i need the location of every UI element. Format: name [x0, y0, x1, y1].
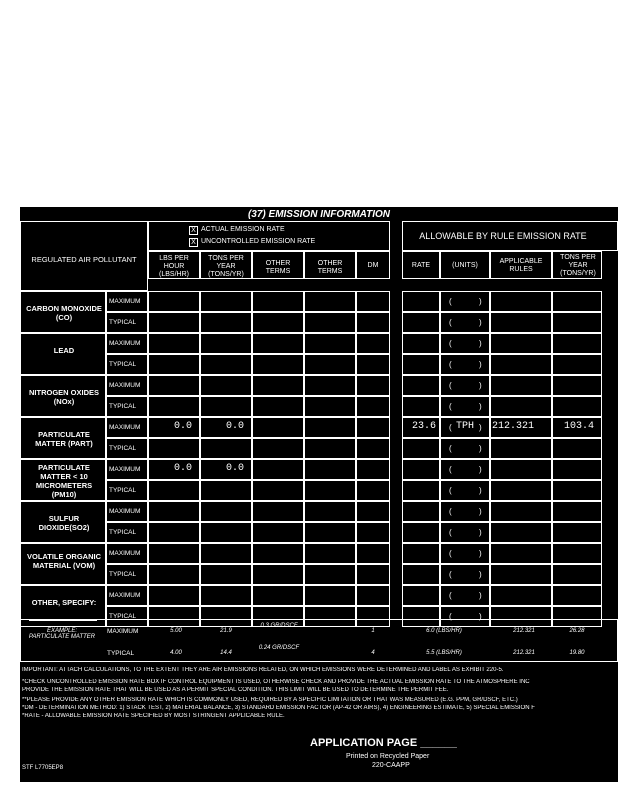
pm10-max-lbs: 0.0: [174, 463, 193, 474]
data-cell[interactable]: [304, 417, 356, 438]
data-cell[interactable]: [356, 585, 390, 606]
rate-header-cell: [402, 251, 440, 279]
data-cell[interactable]: [402, 375, 440, 396]
pollutant-header-cell: [20, 221, 148, 291]
data-cell[interactable]: [552, 564, 602, 585]
recycled-paper: Printed on Recycled Paper: [346, 753, 430, 760]
pollutant-header: REGULATED AIR POLLUTANT: [31, 255, 137, 264]
data-cell[interactable]: [356, 375, 390, 396]
pollutant-name: VOLATILE ORGANIC MATERIAL (VOM): [26, 552, 102, 570]
data-cell[interactable]: [440, 501, 490, 522]
data-cell[interactable]: [200, 396, 252, 417]
row-type-label: MAXIMUM: [109, 382, 141, 389]
data-cell[interactable]: [490, 354, 552, 375]
data-cell[interactable]: [148, 291, 200, 312]
data-cell[interactable]: [402, 396, 440, 417]
data-cell[interactable]: [356, 333, 390, 354]
pollutant-name-cell: [20, 333, 106, 375]
data-cell[interactable]: [356, 480, 390, 501]
example-max-label: MAXIMUM: [107, 628, 139, 635]
row-type-cell: [106, 312, 148, 333]
data-cell[interactable]: [200, 564, 252, 585]
data-cell[interactable]: [252, 438, 304, 459]
uncontrolled-rate-label: UNCONTROLLED EMISSION RATE: [201, 238, 316, 245]
data-cell[interactable]: [440, 543, 490, 564]
units-close-paren: ): [479, 528, 482, 537]
actual-rate-checkbox[interactable]: X: [189, 226, 198, 235]
units-open-paren: (: [449, 612, 452, 621]
data-cell[interactable]: [304, 522, 356, 543]
data-cell[interactable]: [148, 333, 200, 354]
data-cell[interactable]: [402, 333, 440, 354]
data-cell[interactable]: [356, 312, 390, 333]
pollutant-name-cell: [20, 501, 106, 543]
pollutant-name: OTHER, SPECIFY:: [31, 598, 97, 607]
data-cell[interactable]: [200, 438, 252, 459]
row-type-label: TYPICAL: [109, 403, 137, 410]
data-cell[interactable]: [252, 543, 304, 564]
note-provide: PROVIDE THE EMISSION RATE THAT WILL BE USED AS A PERMIT SPECIAL CONDITION. THIS LIMIT WILL BE USED TO DETERMINE THE PERMIT FEE.: [22, 687, 449, 693]
units-close-paren: ): [479, 549, 482, 558]
data-cell[interactable]: [552, 543, 602, 564]
note-other-rate: **PLEASE PROVIDE ANY OTHER EMISSION RATE WHICH IS COMMONLY USED, REQUIRED BY A SPECIFIC LIMITATION OR THAT WAS MEASURED (E.G. PPM, GR/DSCF, ETC.): [22, 697, 518, 703]
units-open-paren: (: [449, 360, 452, 369]
data-cell[interactable]: [148, 312, 200, 333]
data-cell[interactable]: [440, 522, 490, 543]
data-cell[interactable]: [402, 354, 440, 375]
data-cell[interactable]: [252, 375, 304, 396]
data-cell[interactable]: [304, 438, 356, 459]
units-open-paren: (: [449, 318, 452, 327]
data-cell[interactable]: [148, 480, 200, 501]
units-close-paren: ): [479, 486, 482, 495]
data-cell[interactable]: [148, 564, 200, 585]
form-number: 220-CAAPP: [372, 762, 410, 769]
data-cell[interactable]: [200, 522, 252, 543]
rules-header-cell: [490, 251, 552, 279]
uncontrolled-rate-checkbox[interactable]: X: [189, 238, 198, 247]
row-type-cell: [106, 354, 148, 375]
data-cell[interactable]: [356, 291, 390, 312]
data-cell[interactable]: [304, 543, 356, 564]
dm-header-cell: [356, 251, 390, 279]
rate-header: RATE: [411, 262, 431, 269]
example-block: [20, 619, 618, 662]
part-max-tons-yr: 103.4: [564, 421, 595, 432]
data-cell[interactable]: [440, 480, 490, 501]
row-type-cell: [106, 396, 148, 417]
data-cell[interactable]: [252, 480, 304, 501]
units-open-paren: (: [449, 528, 452, 537]
units-header: (UNITS): [452, 262, 478, 269]
row-type-label: TYPICAL: [109, 319, 137, 326]
example-label: EXAMPLE: PARTICULATE MATTER: [28, 628, 96, 640]
data-cell[interactable]: [148, 396, 200, 417]
data-cell[interactable]: [490, 312, 552, 333]
tons-yr-header: TONS PER YEAR (TONS/YR): [208, 255, 244, 278]
data-cell[interactable]: [490, 501, 552, 522]
pollutant-name-cell: [20, 543, 106, 585]
row-type-cell: [106, 564, 148, 585]
data-cell[interactable]: [490, 543, 552, 564]
units-close-paren: ): [479, 297, 482, 306]
units-close-paren: ): [479, 381, 482, 390]
data-cell[interactable]: [440, 459, 490, 480]
data-cell[interactable]: [304, 354, 356, 375]
data-cell[interactable]: [490, 375, 552, 396]
pollutant-name-cell: [20, 459, 106, 501]
pollutant-name: PARTICULATE MATTER (PART): [35, 430, 93, 448]
data-cell[interactable]: [490, 522, 552, 543]
part-max-units: TPH: [456, 421, 475, 432]
row-type-cell: [106, 522, 148, 543]
data-cell[interactable]: [356, 459, 390, 480]
data-cell[interactable]: [490, 459, 552, 480]
units-open-paren: (: [449, 381, 452, 390]
data-cell[interactable]: [490, 438, 552, 459]
data-cell[interactable]: [402, 312, 440, 333]
units-open-paren: (: [449, 549, 452, 558]
pollutant-name: CARBON MONOXIDE (CO): [26, 304, 102, 322]
row-type-label: MAXIMUM: [109, 340, 141, 347]
units-close-paren: ): [479, 339, 482, 348]
data-cell[interactable]: [440, 438, 490, 459]
units-close-paren: ): [479, 360, 482, 369]
units-open-paren: (: [449, 465, 452, 474]
data-cell[interactable]: [552, 291, 602, 312]
pollutant-name: NITROGEN OXIDES (NOx): [28, 388, 99, 406]
example-typ-tons: 14.4: [220, 650, 232, 656]
data-cell[interactable]: [252, 333, 304, 354]
units-open-paren: (: [449, 507, 452, 516]
other1-header: OTHER TERMS: [265, 260, 291, 275]
data-cell[interactable]: [304, 333, 356, 354]
data-cell[interactable]: [552, 438, 602, 459]
data-cell[interactable]: [490, 396, 552, 417]
data-cell[interactable]: [200, 543, 252, 564]
checkbox-cell: [148, 221, 390, 251]
data-cell[interactable]: [552, 354, 602, 375]
units-close-paren: ): [479, 612, 482, 621]
other1-header-cell: [252, 251, 304, 279]
lbs-hr-header: LBS PER HOUR (LBS/HR): [159, 255, 189, 278]
pollutant-name: LEAD: [53, 346, 75, 355]
data-cell[interactable]: [252, 501, 304, 522]
data-cell[interactable]: [148, 354, 200, 375]
units-close-paren: ): [479, 507, 482, 516]
row-type-cell: [106, 291, 148, 312]
part-max-tons: 0.0: [226, 421, 245, 432]
emission-form: [20, 207, 618, 782]
row-type-cell: [106, 501, 148, 522]
units-open-paren: (: [449, 444, 452, 453]
data-cell[interactable]: [252, 291, 304, 312]
pollutant-name: SULFUR DIOXIDE(SO2): [38, 514, 90, 532]
units-open-paren: (: [449, 339, 452, 348]
note-check: *CHECK UNCONTROLLED EMISSION RATE BOX IF CONTROL EQUIPMENT IS USED, OTHERWISE CHECK AND PROVIDE THE ACTUAL EMISSION RATE TO THE ATMOSPHERE INC: [22, 679, 530, 685]
data-cell[interactable]: [552, 396, 602, 417]
data-cell[interactable]: [148, 585, 200, 606]
row-type-cell: [106, 585, 148, 606]
data-cell[interactable]: [552, 312, 602, 333]
example-typ-other: 0.24 GR/DSCF: [258, 645, 300, 651]
section-title: (37) EMISSION INFORMATION: [247, 209, 391, 220]
units-close-paren: ): [479, 591, 482, 600]
data-cell[interactable]: [356, 501, 390, 522]
data-cell[interactable]: [252, 396, 304, 417]
data-cell[interactable]: [490, 564, 552, 585]
data-cell[interactable]: [402, 480, 440, 501]
row-type-cell: [106, 480, 148, 501]
data-cell[interactable]: [148, 501, 200, 522]
units-close-paren: ): [479, 402, 482, 411]
row-type-label: TYPICAL: [109, 487, 137, 494]
data-cell[interactable]: [304, 375, 356, 396]
form-code: STF L7705EP8: [22, 765, 64, 771]
tons-per-year-header-cell: [552, 251, 602, 279]
data-cell[interactable]: [356, 522, 390, 543]
units-header-cell: [440, 251, 490, 279]
example-typ-tons-yr: 19.80: [569, 650, 585, 656]
pollutant-name-cell: [20, 291, 106, 333]
example-max-tons-yr: 26.28: [569, 628, 585, 634]
data-cell[interactable]: [490, 333, 552, 354]
data-cell[interactable]: [440, 396, 490, 417]
data-cell[interactable]: [200, 375, 252, 396]
row-type-label: TYPICAL: [109, 445, 137, 452]
data-cell[interactable]: [356, 438, 390, 459]
data-cell[interactable]: [200, 333, 252, 354]
data-cell[interactable]: [402, 291, 440, 312]
example-max-rate: 6.0 (LBS/HR): [426, 628, 462, 634]
units-close-paren: ): [479, 570, 482, 579]
data-cell[interactable]: [402, 438, 440, 459]
data-cell[interactable]: [490, 585, 552, 606]
row-type-label: MAXIMUM: [109, 550, 141, 557]
row-type-cell: [106, 543, 148, 564]
data-cell[interactable]: [402, 543, 440, 564]
data-cell[interactable]: [440, 375, 490, 396]
pollutant-name-cell: [20, 375, 106, 417]
units-open-paren: (: [449, 423, 452, 432]
data-cell[interactable]: [200, 291, 252, 312]
pollutant-name: PARTICULATE MATTER < 10 MICROMETERS (PM10): [35, 463, 93, 499]
example-max-rule: 212.321: [513, 628, 535, 634]
data-cell[interactable]: [440, 312, 490, 333]
data-cell[interactable]: [200, 480, 252, 501]
data-cell[interactable]: [200, 312, 252, 333]
data-cell[interactable]: [148, 438, 200, 459]
data-cell[interactable]: [304, 459, 356, 480]
data-cell[interactable]: [304, 396, 356, 417]
units-close-paren: ): [479, 318, 482, 327]
row-type-cell: [106, 417, 148, 438]
example-typ-lbs: 4.00: [170, 650, 182, 656]
row-type-label: MAXIMUM: [109, 466, 141, 473]
data-cell[interactable]: [552, 459, 602, 480]
data-cell[interactable]: [552, 501, 602, 522]
units-open-paren: (: [449, 402, 452, 411]
dm-header: DM: [367, 262, 379, 269]
part-max-rate: 23.6: [412, 421, 437, 432]
row-type-label: TYPICAL: [109, 613, 137, 620]
data-cell[interactable]: [252, 312, 304, 333]
rules-header: APPLICABLE RULES: [499, 258, 543, 273]
data-cell[interactable]: [402, 459, 440, 480]
data-cell[interactable]: [304, 501, 356, 522]
data-cell[interactable]: [356, 564, 390, 585]
example-max-dm: 1: [371, 628, 375, 634]
data-cell[interactable]: [200, 354, 252, 375]
data-cell[interactable]: [440, 585, 490, 606]
row-type-cell: [106, 459, 148, 480]
row-type-label: TYPICAL: [109, 529, 137, 536]
data-cell[interactable]: [552, 522, 602, 543]
data-cell[interactable]: [356, 354, 390, 375]
row-type-cell: [106, 438, 148, 459]
example-typ-rate: 5.5 (LBS/HR): [426, 650, 462, 656]
data-cell[interactable]: [304, 480, 356, 501]
units-open-paren: (: [449, 486, 452, 495]
row-type-cell: [106, 375, 148, 396]
application-page: APPLICATION PAGE ______: [310, 737, 457, 749]
data-cell[interactable]: [356, 417, 390, 438]
other2-header-cell: [304, 251, 356, 279]
data-cell[interactable]: [552, 375, 602, 396]
data-cell[interactable]: [148, 522, 200, 543]
tons-per-year-header: TONS PER YEAR (TONS/YR): [560, 254, 596, 277]
data-cell[interactable]: [304, 312, 356, 333]
note-rate: *RATE - ALLOWABLE EMISSION RATE SPECIFIED BY MOST STRINGENT APPLICABLE RULE.: [22, 713, 285, 719]
data-cell[interactable]: [402, 585, 440, 606]
other2-header: OTHER TERMS: [317, 260, 343, 275]
part-max-lbs: 0.0: [174, 421, 193, 432]
data-cell[interactable]: [148, 543, 200, 564]
example-typ-label: TYPICAL: [107, 650, 135, 657]
data-cell[interactable]: [252, 459, 304, 480]
row-type-cell: [106, 333, 148, 354]
actual-rate-label: ACTUAL EMISSION RATE: [201, 226, 285, 233]
data-cell[interactable]: [552, 585, 602, 606]
example-typ-dm: 4: [371, 650, 375, 656]
data-cell[interactable]: [304, 585, 356, 606]
note-dm: *DM - DETERMINATION METHOD: 1) STACK TEST, 2) MATERIAL BALANCE, 3) STANDARD EMISSION FACTOR (AP-42 OR AIRS), 4) ENGINEERING ESTIMATE, 5) SPECIAL EMISSION F: [22, 705, 535, 711]
row-type-label: MAXIMUM: [109, 508, 141, 515]
units-close-paren: ): [479, 423, 482, 432]
data-cell[interactable]: [440, 564, 490, 585]
row-type-label: TYPICAL: [109, 571, 137, 578]
data-cell[interactable]: [252, 564, 304, 585]
units-close-paren: ): [479, 465, 482, 474]
units-open-paren: (: [449, 591, 452, 600]
data-cell[interactable]: [200, 585, 252, 606]
pollutant-name-cell: [20, 417, 106, 459]
data-cell[interactable]: [552, 333, 602, 354]
data-cell[interactable]: [402, 522, 440, 543]
row-type-label: MAXIMUM: [109, 424, 141, 431]
data-cell[interactable]: [304, 291, 356, 312]
units-close-paren: ): [479, 444, 482, 453]
data-cell[interactable]: [490, 480, 552, 501]
part-max-rule: 212.321: [492, 421, 535, 432]
example-max-other: 0.3 GR/DSCF: [260, 623, 298, 629]
data-cell[interactable]: [552, 480, 602, 501]
lbs-hr-header-cell: [148, 251, 200, 279]
tons-yr-header-cell: [200, 251, 252, 279]
example-typ-rule: 212.321: [513, 650, 535, 656]
units-open-paren: (: [449, 570, 452, 579]
pm10-max-tons: 0.0: [226, 463, 245, 474]
data-cell[interactable]: [402, 501, 440, 522]
allowable-header-cell: [402, 221, 618, 251]
data-cell[interactable]: [252, 417, 304, 438]
data-cell[interactable]: [440, 333, 490, 354]
allowable-header: ALLOWABLE BY RULE EMISSION RATE: [419, 231, 587, 241]
note-important: IMPORTANT: ATTACH CALCULATIONS, TO THE EXTENT THEY ARE AIR EMISSIONS RELATED, ON WHICH EMISSIONS WERE DETERMINED AND LABEL AS EXHIBIT 220-5.: [22, 667, 504, 673]
units-open-paren: (: [449, 297, 452, 306]
data-cell[interactable]: [440, 291, 490, 312]
data-cell[interactable]: [148, 375, 200, 396]
data-cell[interactable]: [200, 501, 252, 522]
example-max-lbs: 5.00: [170, 628, 182, 634]
data-cell[interactable]: [252, 354, 304, 375]
row-type-label: MAXIMUM: [109, 592, 141, 599]
data-cell[interactable]: [356, 396, 390, 417]
data-cell[interactable]: [356, 543, 390, 564]
data-cell[interactable]: [490, 291, 552, 312]
row-type-label: MAXIMUM: [109, 298, 141, 305]
data-cell[interactable]: [252, 522, 304, 543]
data-cell[interactable]: [252, 585, 304, 606]
data-cell[interactable]: [304, 564, 356, 585]
data-cell[interactable]: [402, 564, 440, 585]
row-type-label: TYPICAL: [109, 361, 137, 368]
data-cell[interactable]: [440, 354, 490, 375]
example-max-tons: 21.9: [220, 628, 232, 634]
